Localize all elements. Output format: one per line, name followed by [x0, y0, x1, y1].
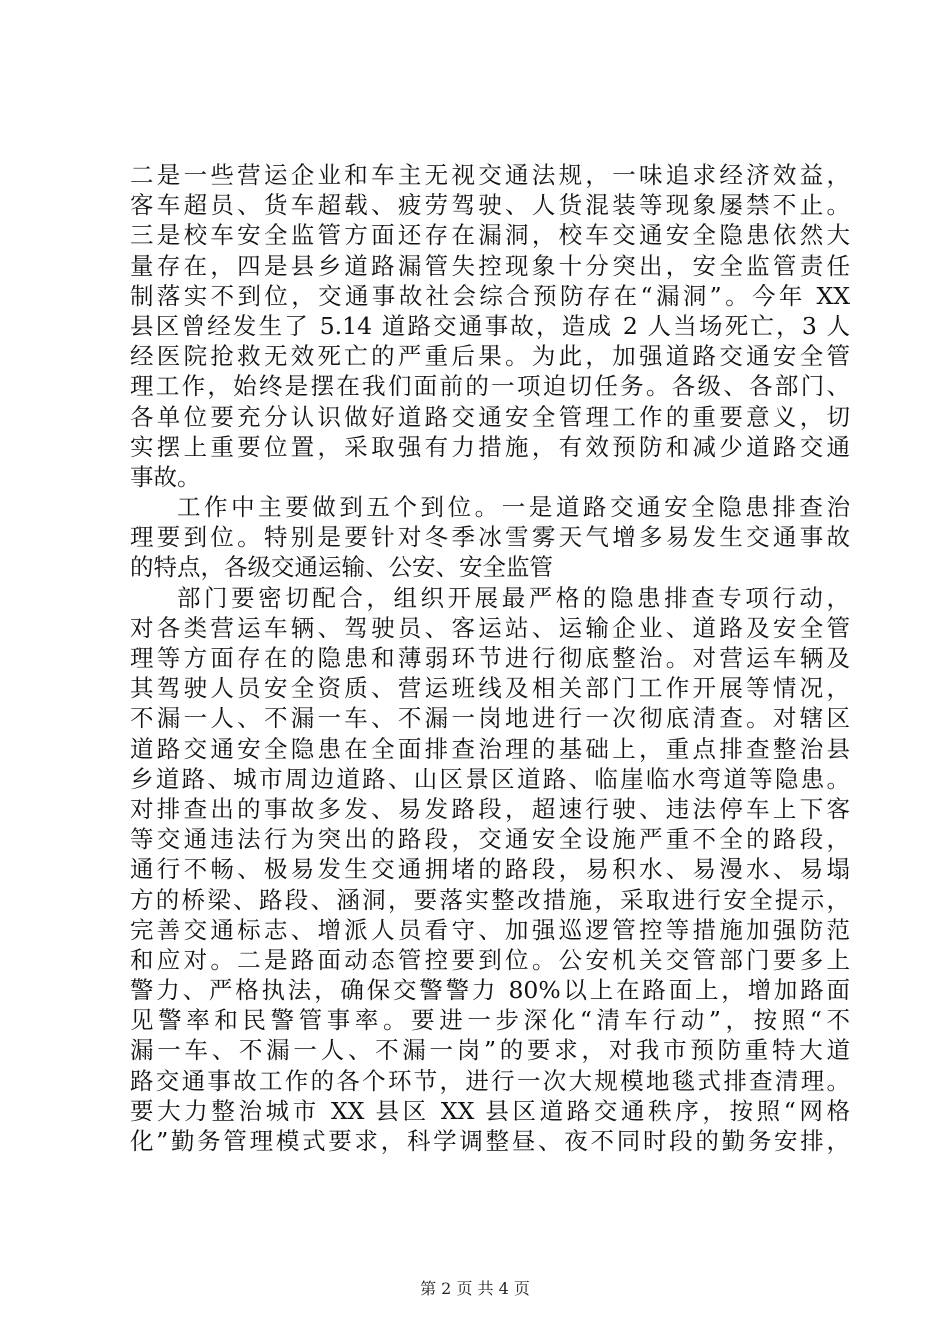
text-line: 方的桥梁、路段、涵洞，要落实整改措施，采取进行安全提示，	[130, 885, 850, 914]
text-line: 部门要密切配合，组织开展最严格的隐患排查专项行动，	[177, 583, 850, 612]
paragraph-1	[130, 160, 850, 492]
text-line: 完善交通标志、增派人员看守、加强巡逻管控等措施加强防范	[130, 915, 850, 944]
text-line: 其驾驶人员安全资质、营运班线及相关部门工作开展等情况，	[130, 674, 850, 703]
text-line: 通行不畅、极易发生交通拥堵的路段，易积水、易漫水、易塌	[130, 855, 850, 884]
text-line: 理等方面存在的隐患和薄弱环节进行彻底整治。对营运车辆及	[130, 644, 850, 672]
text-line: 道路交通安全隐患在全面排查治理的基础上，重点排查整治县	[130, 734, 850, 763]
text-line: 乡道路、城市周边道路、山区景区道路、临崖临水弯道等隐患。	[130, 764, 850, 793]
text-line: 二是一些营运企业和车主无视交通法规，一味追求经济效益，	[130, 161, 850, 189]
text-line: 见警率和民警管事率。要进一步深化“清车行动”，按照“不	[130, 1006, 850, 1035]
text-line: 实摆上重要位置，采取强有力措施，有效预防和减少道路交通	[130, 432, 850, 461]
text-line: 化”勤务管理模式要求，科学调整昼、夜不同时段的勤务安排，	[130, 1127, 850, 1155]
text-line: 制落实不到位，交通事故社会综合预防存在“漏洞”。今年 XX	[130, 281, 850, 310]
text-line: 理工作，始终是摆在我们面前的一项迫切任务。各级、各部门、	[130, 372, 850, 401]
text-line: 警力、严格执法，确保交警警力 80%以上在路面上，增加路面	[130, 976, 850, 1005]
text-line: 和应对。二是路面动态管控要到位。公安机关交管部门要多上	[130, 945, 850, 974]
text-line: 工作中主要做到五个到位。一是道路交通安全隐患排查治	[177, 493, 850, 522]
text-line: 路交通事故工作的各个环节，进行一次大规模地毯式排查清理。	[130, 1066, 850, 1095]
text-line: 对排查出的事故多发、易发路段，超速行驶、违法停车上下客	[130, 794, 850, 823]
text-line: 经医院抢救无效死亡的严重后果。为此，加强道路交通安全管	[130, 342, 850, 371]
page-number-footer: 第 2 页 共 4 页	[420, 1279, 530, 1298]
text-line: 漏一车、不漏一人、不漏一岗”的要求，对我市预防重特大道	[130, 1036, 850, 1065]
text-line: 事故。	[130, 462, 201, 491]
text-line: 等交通违法行为突出的路段，交通安全设施严重不全的路段，	[130, 825, 850, 854]
text-line: 要大力整治城市 XX 县区 XX 县区道路交通秩序，按照“网格	[130, 1096, 850, 1125]
text-line: 客车超员、货车超载、疲劳驾驶、人货混装等现象屡禁不止。	[130, 191, 850, 220]
text-line: 三是校车安全监管方面还存在漏洞，校车交通安全隐患依然大	[130, 221, 850, 250]
paragraph-2	[130, 492, 850, 583]
text-line: 各单位要充分认识做好道路交通安全管理工作的重要意义，切	[130, 402, 850, 431]
text-line: 不漏一人、不漏一车、不漏一岗地进行一次彻底清查。对辖区	[130, 704, 850, 733]
document-body	[130, 160, 850, 1156]
text-line: 县区曾经发生了 5.14 道路交通事故，造成 2 人当场死亡，3 人	[130, 311, 850, 340]
text-line: 对各类营运车辆、驾驶员、客运站、运输企业、道路及安全管	[130, 613, 850, 642]
text-line: 理要到位。特别是要针对冬季冰雪雾天气增多易发生交通事故	[130, 523, 850, 552]
paragraph-3	[130, 583, 850, 1157]
text-line: 量存在，四是县乡道路漏管失控现象十分突出，安全监管责任	[130, 251, 850, 280]
text-line: 的特点，各级交通运输、公安、安全监管	[130, 553, 553, 582]
